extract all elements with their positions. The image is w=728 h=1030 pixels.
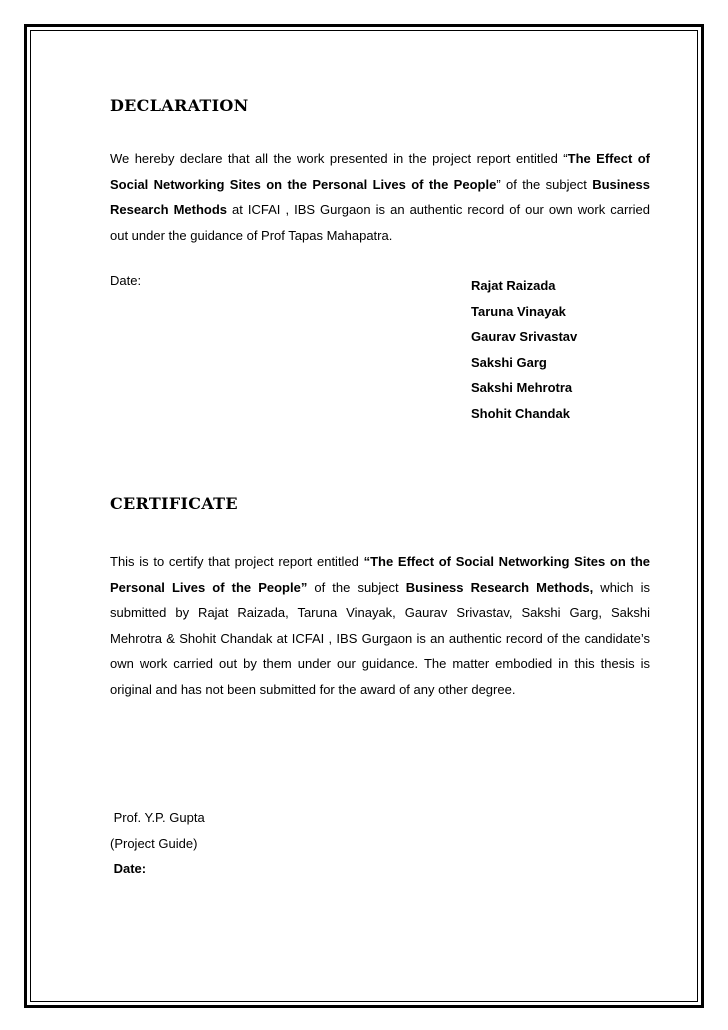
guide-block — [110, 805, 205, 882]
author-name: Sakshi Mehrotra — [471, 380, 573, 395]
certificate-subject: Business Research Methods, — [405, 579, 594, 595]
author-name: Rajat Raizada — [471, 278, 556, 293]
guide-role: (Project Guide) — [110, 835, 198, 851]
declaration-text-mid: ” of the subject — [496, 176, 593, 192]
certificate-paragraph — [110, 549, 650, 702]
declaration-text-start: We hereby declare that all the work presented in the project report entitled “ — [110, 151, 568, 166]
guide-name: Prof. Y.P. Gupta — [110, 810, 205, 825]
author-name: Sakshi Garg — [471, 354, 547, 370]
certificate-heading: CERTIFICATE — [110, 494, 238, 513]
declaration-report-title: The Effect of Social Networking Sites on the Personal Lives of the People — [110, 151, 650, 192]
author-names — [471, 273, 577, 426]
declaration-text-end: at ICFAI , IBS Gurgaon is an authentic record of our own work carried out under the guidance of Prof Tapas Mahapatra. — [110, 202, 650, 243]
certificate-text-mid: of the subject — [307, 579, 406, 595]
author-name: Taruna Vinayak — [471, 303, 566, 319]
certificate-text-end: which is submitted by Rajat Raizada, Taruna Vinayak, Gaurav Srivastav, Sakshi Garg, Sakshi Mehrotra & Shohit Chandak at ICFAI , IBS Gurgaon is an authentic record of the candidate’s own work carried out by them under our guidance. The matter embodied in this thesis is original and has not been submitted for the award of any other degree. — [110, 579, 650, 697]
declaration-heading: DECLARATION — [110, 96, 249, 115]
certificate-report-title: “The Effect of Social Networking Sites on the Personal Lives of the People” — [110, 554, 650, 595]
certificate-date-label: Date: — [110, 861, 147, 876]
declaration-date-label: Date: — [110, 273, 142, 288]
declaration-subject: Business Research Methods — [110, 176, 650, 217]
certificate-text-start: This is to certify that project report entitled — [110, 554, 364, 569]
author-name: Gaurav Srivastav — [471, 329, 578, 344]
author-name: Shohit Chandak — [471, 405, 570, 421]
declaration-paragraph — [110, 146, 650, 248]
